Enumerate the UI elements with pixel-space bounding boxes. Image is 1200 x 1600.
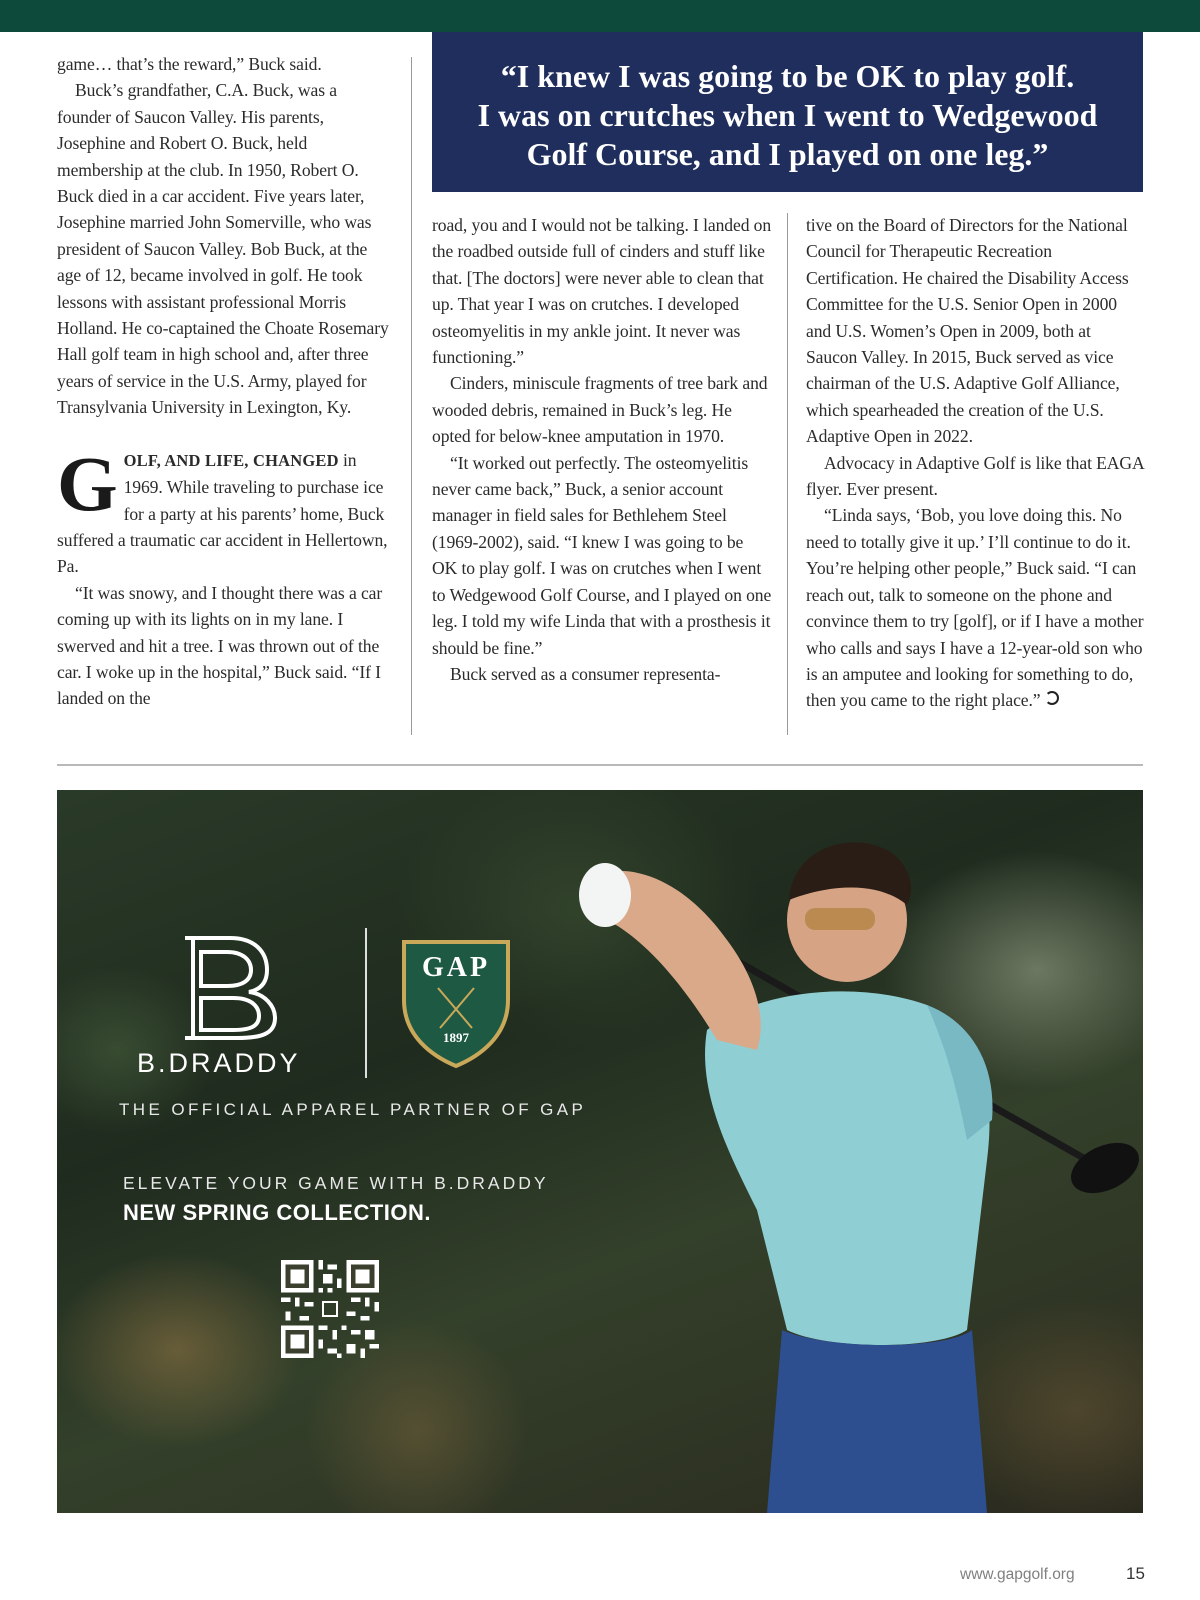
- pull-quote-line: “I knew I was going to be OK to play golf.: [500, 58, 1075, 94]
- pull-quote-line: Golf Course, and I played on one leg.”: [526, 136, 1049, 172]
- end-of-story-icon: [1045, 691, 1059, 705]
- top-color-bar: [0, 0, 1200, 32]
- paragraph: road, you and I would not be talking. I landed on the roadbed outside full of cinders and stuff like that. [The doctors] were never able to clean that up. That year I was on crutches. I developed osteomyelitis in my ankle joint. It never was functioning.”: [432, 215, 772, 368]
- qr-code[interactable]: [281, 1260, 379, 1358]
- drop-cap: G: [57, 439, 118, 527]
- bdraddy-monogram-logo: [175, 930, 285, 1040]
- logo-divider: [365, 928, 367, 1078]
- gap-shield-logo: [400, 938, 512, 1068]
- article-column-3: [806, 212, 1144, 714]
- paragraph-rest: in 1969. While traveling to purchase ice for a party at his parents’ home, Buck suffered a traumatic car accident in Hellertown, Pa.: [57, 449, 388, 577]
- paragraph: Cinders, miniscule fragments of tree bark and wooded debris, remained in Buck’s leg. He opted for below-knee amputation in 1970.: [432, 373, 768, 447]
- section-opening: [57, 439, 392, 580]
- column-divider: [411, 57, 412, 735]
- golfer-photo: [527, 790, 1143, 1513]
- section-lead-in: OLF, AND LIFE, CHANGED: [123, 450, 339, 470]
- article-column-2: [432, 212, 772, 687]
- footer-website: www.gapgolf.org: [960, 1566, 1075, 1583]
- paragraph: “Linda says, ‘Bob, you love doing this. No need to totally give it up.’ I’ll continue to do it. You’re helping other people,” Buck said. “I can reach out, talk to someone on the phone and convince them to try [golf], or if I have a mother who calls and says I have a 12-year-old son who is an amputee and looking for something to do, then you came to the right place.”: [806, 505, 1144, 711]
- shield-year-text: 1897: [443, 1030, 469, 1045]
- paragraph: Advocacy in Adaptive Golf is like that EAGA flyer. Ever present.: [806, 452, 1144, 500]
- column-divider: [787, 213, 788, 735]
- bdraddy-advertisement[interactable]: [57, 790, 1143, 1513]
- pull-quote-line: I was on crutches when I went to Wedgewood: [477, 97, 1098, 133]
- elevate-tagline: ELEVATE YOUR GAME WITH B.DRADDY: [123, 1173, 549, 1193]
- pull-quote: [432, 32, 1143, 192]
- shield-gap-text: GAP: [421, 952, 491, 983]
- page-number: 15: [1126, 1564, 1145, 1583]
- paragraph: Buck served as a consumer representa-: [450, 663, 721, 684]
- brand-name: B.DRADDY: [137, 1048, 301, 1078]
- paragraph: “It was snowy, and I thought there was a car coming up with its lights on in my lane. I swerved and hit a tree. I was thrown out of the car. I woke up in the hospital,” Buck said. “If I landed on the: [57, 582, 383, 709]
- paragraph: Buck’s grandfather, C.A. Buck, was a founder of Saucon Valley. His parents, Josephine and Robert O. Buck, held membership at the club. In 1950, Robert O. Buck died in a car accident. Five years later, Josephine married John Somerville, who was president of Saucon Valley. Bob Buck, at the age of 12, became involved in golf. He took lessons with assistant professional Morris Holland. He co-captained the Choate Rosemary Hall golf team in high school and, after three years of service in the U.S. Army, played for Transylvania University in Lexington, Ky.: [57, 80, 389, 418]
- collection-headline: NEW SPRING COLLECTION.: [123, 1200, 431, 1225]
- article-column-1: [57, 51, 392, 712]
- section-divider: [57, 764, 1143, 766]
- partner-tagline: THE OFFICIAL APPAREL PARTNER OF GAP: [119, 1100, 587, 1119]
- paragraph: “It worked out perfectly. The osteomyelitis never came back,” Buck, a senior account manager in field sales for Bethlehem Steel (1969-2002), said. “I knew I was going to be OK to play golf. I was on crutches when I went to Wedgewood Golf Course, and I played on one leg. I told my wife Linda that with a prosthesis it should be fine.”: [432, 452, 772, 658]
- paragraph: tive on the Board of Directors for the National Council for Therapeutic Recreation Certification. He chaired the Disability Access Committee for the U.S. Senior Open in 2000 and U.S. Women’s Open in 2009, both at Saucon Valley. In 2015, Buck served as vice chairman of the U.S. Adaptive Golf Alliance, which spearheaded the creation of the U.S. Adaptive Open in 2022.: [806, 215, 1129, 447]
- paragraph: game… that’s the reward,” Buck said.: [57, 54, 322, 74]
